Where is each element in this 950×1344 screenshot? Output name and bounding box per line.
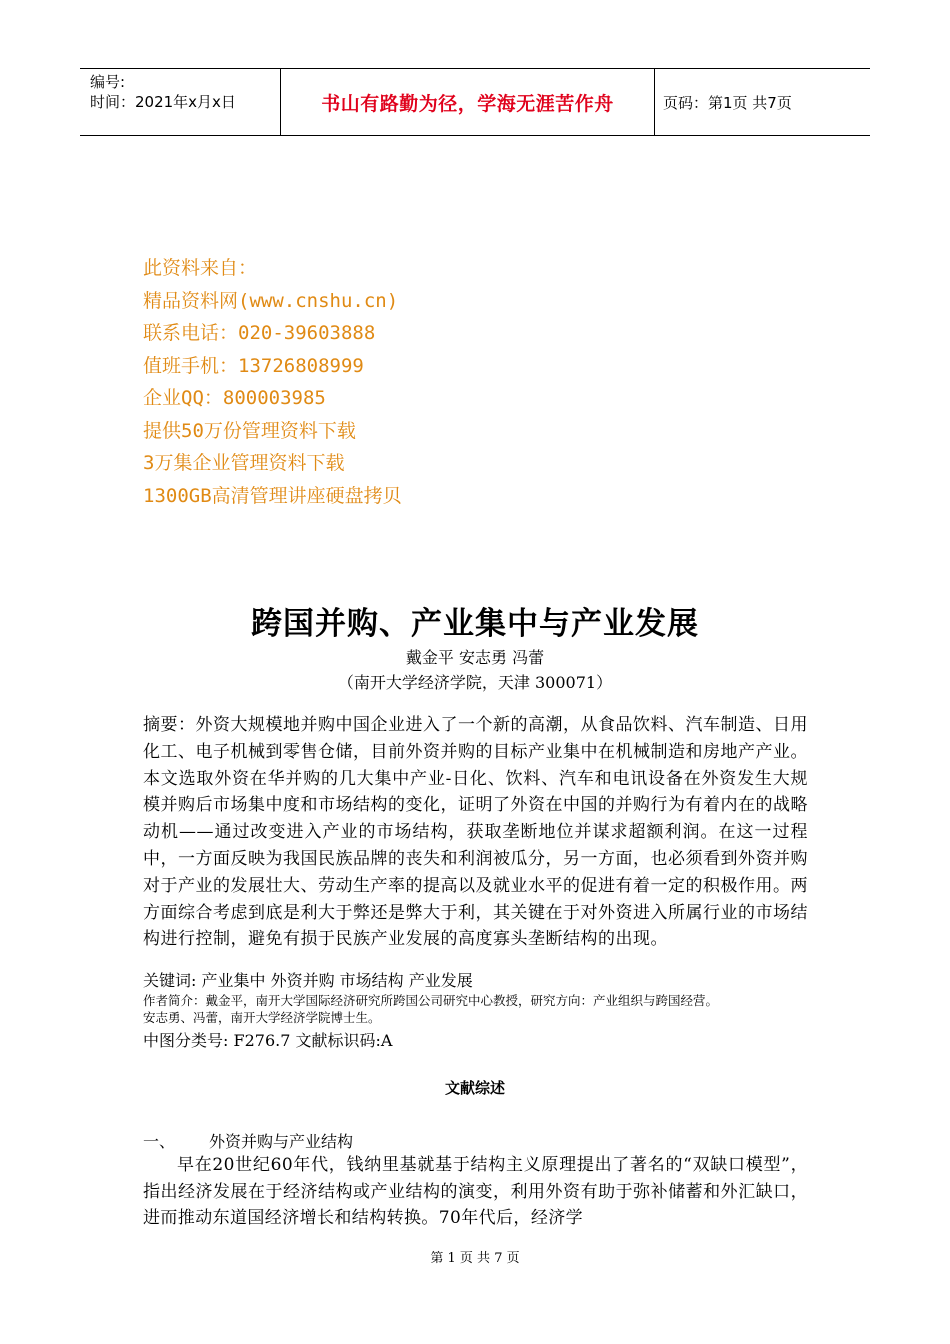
promo-line: 3万集企业管理资料下载	[143, 452, 345, 474]
header-motto: 书山有路勤为径，学海无涯苦作舟	[281, 69, 655, 135]
article-authors: 戴金平 安志勇 冯蕾	[405, 648, 545, 667]
promo-block	[143, 252, 402, 512]
subsection-number: 一、	[143, 1132, 176, 1151]
promo-line: 1300GB高清管理讲座硬盘拷贝	[143, 484, 402, 507]
header-meta-cell	[80, 69, 281, 135]
article-abstract: 摘要：外资大规模地并购中国企业进入了一个新的高潮，从食品饮料、汽车制造、日用化工、电子机械到零售仓储，目前外资并购的目标产业集中在机械制造和房地产产业。本文选取外资在华并购的几大集中产业-日化、饮料、汽车和电讯设备在外资发生大规模并购后市场集中度和市场结构的变化，证明了外资在中国的并购行为有着内在的战略动机——通过改变进入产业的市场结构，获取垄断地位并谋求超额利润。在这一过程中，一方面反映为我国民族品牌的丧失和利润被瓜分，另一方面，也必须看到外资并购对于产业的发展壮大、劳动生产率的提高以及就业水平的促进有着一定的积极作用。两方面综合考虑到底是利大于弊还是弊大于利，其关键在于对外资进入所属行业的市场结构进行控制，避免有损于民族产业发展的高度寡头垄断结构的出现。	[143, 715, 808, 950]
subsection-title: 外资并购与产业结构	[209, 1132, 354, 1151]
body-paragraph: 早在20世纪60年代，钱纳里基就基于结构主义原理提出了著名的“双缺口模型”，指出经济发展在于经济结构或产业结构的演变，利用外资有助于弥补储蓄和外汇缺口，进而推动东道国经济增长和结构转换。70年代后，经济学	[143, 1155, 808, 1228]
date-label: 时间：2021年x月x日	[90, 93, 236, 111]
promo-line: 提供50万份管理资料下载	[143, 419, 356, 442]
number-label: 编号:	[90, 73, 126, 91]
article-title: 跨国并购、产业集中与产业发展	[251, 606, 699, 642]
page-footer: 第 1 页 共 7 页	[430, 1251, 520, 1266]
header-table	[80, 68, 870, 136]
promo-line: 精品资料网(www.cnshu.cn)	[143, 289, 399, 312]
section-title: 文献综述	[444, 1079, 505, 1097]
author-bio	[143, 992, 823, 1026]
article-keywords: 关键词: 产业集中 外资并购 市场结构 产业发展	[143, 971, 473, 990]
promo-line: 企业QQ：800003985	[143, 387, 326, 409]
author-bio-line: 安志勇、冯蕾，南开大学经济学院博士生。	[143, 1010, 381, 1025]
author-bio-line: 作者简介：戴金平，南开大学国际经济研究所跨国公司研究中心教授，研究方向：产业组织与跨国经营。	[143, 993, 719, 1008]
classification-code: 中图分类号: F276.7 文献标识码:A	[143, 1031, 393, 1050]
promo-line: 此资料来自：	[143, 257, 258, 279]
subsection-heading	[143, 1129, 353, 1152]
promo-line: 联系电话：020-39603888	[143, 322, 376, 344]
header-page-info: 页码：第1页 共7页	[663, 93, 792, 112]
promo-line: 值班手机：13726808999	[143, 354, 364, 377]
article-affiliation: （南开大学经济学院，天津 300071）	[337, 673, 613, 692]
